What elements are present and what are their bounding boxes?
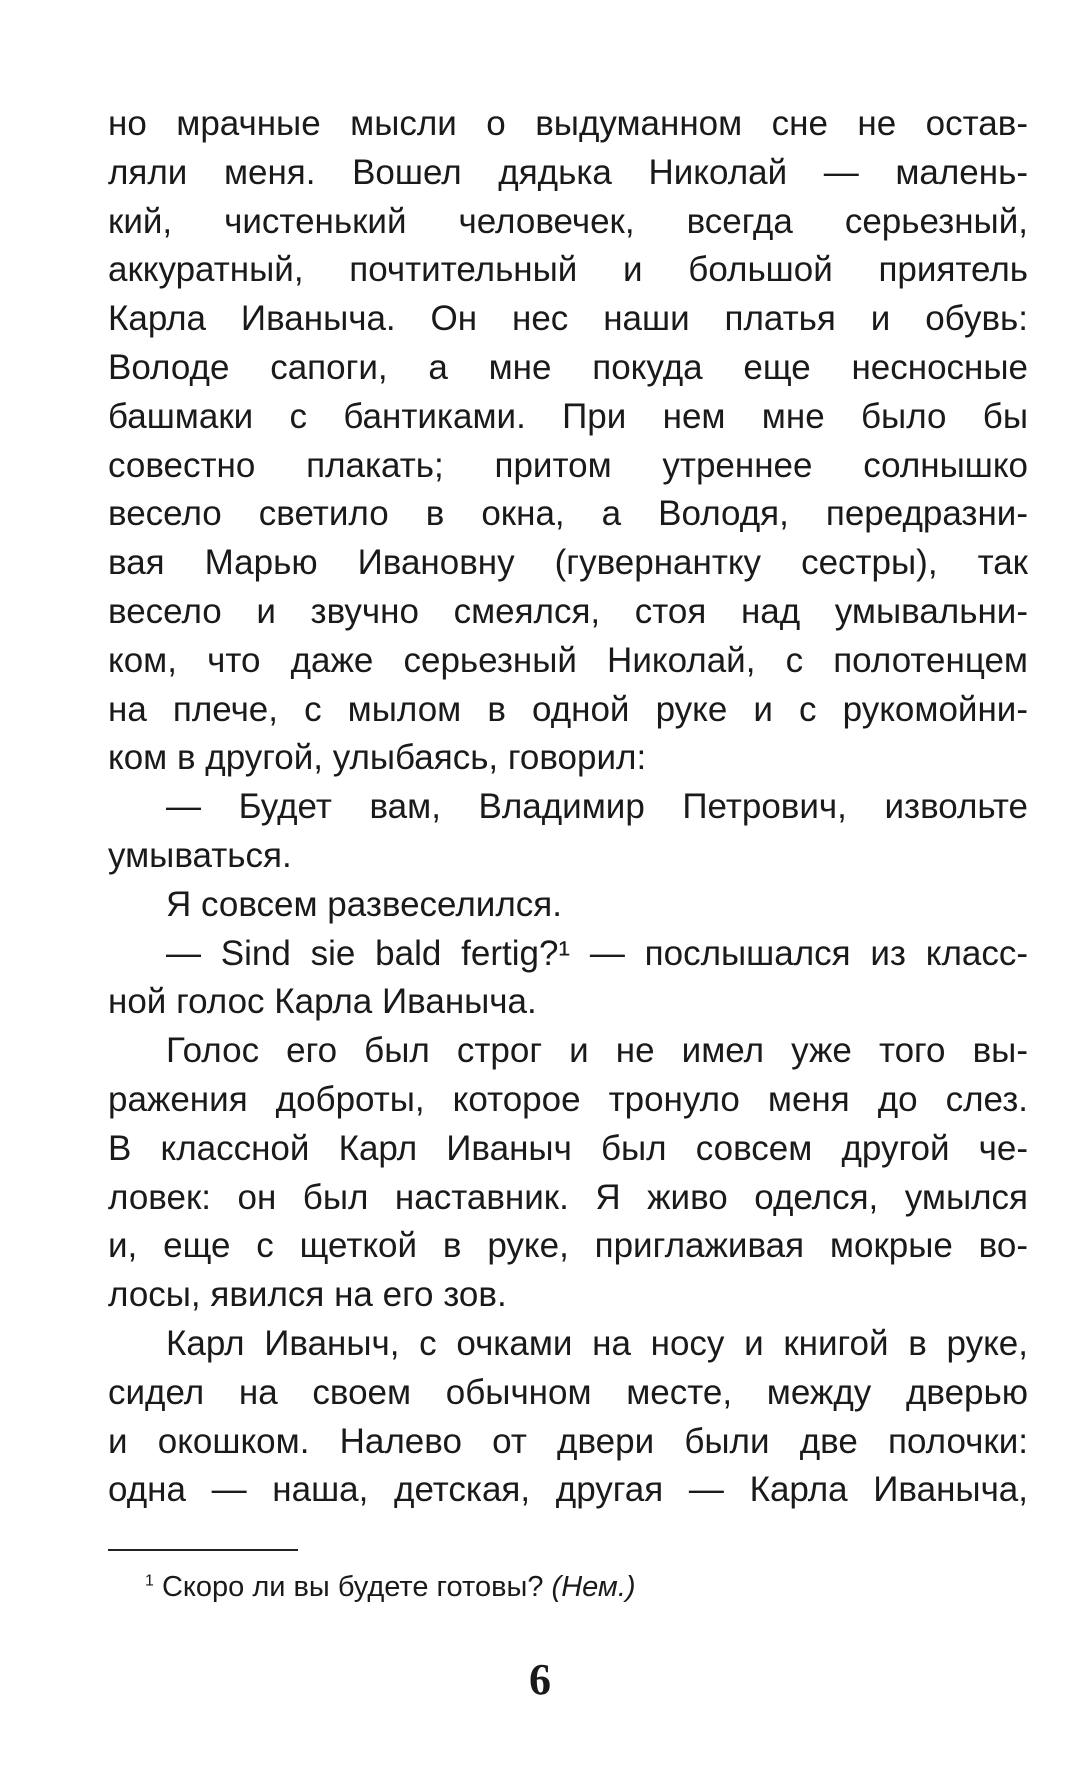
text-line: ловек: он был наставник. Я живо оделся, умылся bbox=[108, 1177, 1028, 1217]
text-line: но мрачные мысли о выдуманном сне не остав- bbox=[108, 104, 1028, 143]
text-line: и, еще с щеткой в руке, приглаживая мокрые во- bbox=[108, 1226, 1028, 1266]
text-line: ной голос Карла Иваныча. bbox=[108, 982, 537, 1022]
body-text bbox=[108, 100, 1028, 1515]
text-line: ком, что даже серьезный Николай, с полотенцем bbox=[108, 640, 1028, 680]
text-line: ражения доброты, которое тронуло меня до слез. bbox=[108, 1079, 1028, 1119]
page-number: 6 bbox=[529, 1655, 551, 1704]
text-line: Я совсем развеселился. bbox=[166, 884, 562, 924]
text-line: Карл Иваныч, с очками на носу и книгой в руке, bbox=[166, 1323, 1028, 1363]
text-line: Голос его был строг и не имел уже того вы- bbox=[166, 1031, 1028, 1071]
text-line: и окошком. Налево от двери были две полочки: bbox=[108, 1421, 1028, 1461]
text-line: ляли меня. Вошел дядька Николай — малень- bbox=[108, 152, 1028, 192]
text-line: В классной Карл Иваныч был совсем другой че- bbox=[108, 1128, 1028, 1168]
footnote bbox=[145, 1567, 636, 1607]
text-line: Володе сапоги, а мне покуда еще несносные bbox=[108, 347, 1028, 387]
text-line: — Будет вам, Владимир Петрович, извольте bbox=[166, 787, 1028, 827]
text-line: одна — наша, детская, другая — Карла Иваныча, bbox=[108, 1470, 1028, 1510]
text-line: аккуратный, почтительный и большой приятель bbox=[108, 250, 1028, 290]
text-line: весело и звучно смеялся, стоя над умывальни- bbox=[108, 591, 1028, 631]
text-line: ком в другой, улыбаясь, говорил: bbox=[108, 738, 647, 778]
text-line: на плече, с мылом в одной руке и с рукомойни- bbox=[108, 689, 1028, 729]
text-line: кий, чистенький человечек, всегда серьезный, bbox=[108, 201, 1028, 241]
text-line: совестно плакать; притом утреннее солнышко bbox=[108, 445, 1028, 485]
footnote-text: Скоро ли вы будете готовы? bbox=[161, 1571, 544, 1603]
text-line: сидел на своем обычном месте, между дверью bbox=[108, 1372, 1028, 1412]
footnote-mark: 1 bbox=[145, 1572, 154, 1590]
text-line: умываться. bbox=[108, 835, 292, 875]
text-line: башмаки с бантиками. При нем мне было бы bbox=[108, 396, 1028, 436]
text-line: Карла Иваныча. Он нес наши платья и обувь: bbox=[108, 299, 1028, 339]
footnote-language-note: (Нем.) bbox=[551, 1571, 636, 1603]
footnote-divider bbox=[108, 1549, 298, 1551]
text-line: лосы, явился на его зов. bbox=[108, 1275, 507, 1315]
text-line: вая Марью Ивановну (гувернантку сестры), так bbox=[108, 543, 1028, 583]
text-line: весело светило в окна, а Володя, передразни- bbox=[108, 494, 1028, 534]
text-line: — Sind sie bald fertig?¹ — послышался из класс- bbox=[166, 933, 1028, 973]
